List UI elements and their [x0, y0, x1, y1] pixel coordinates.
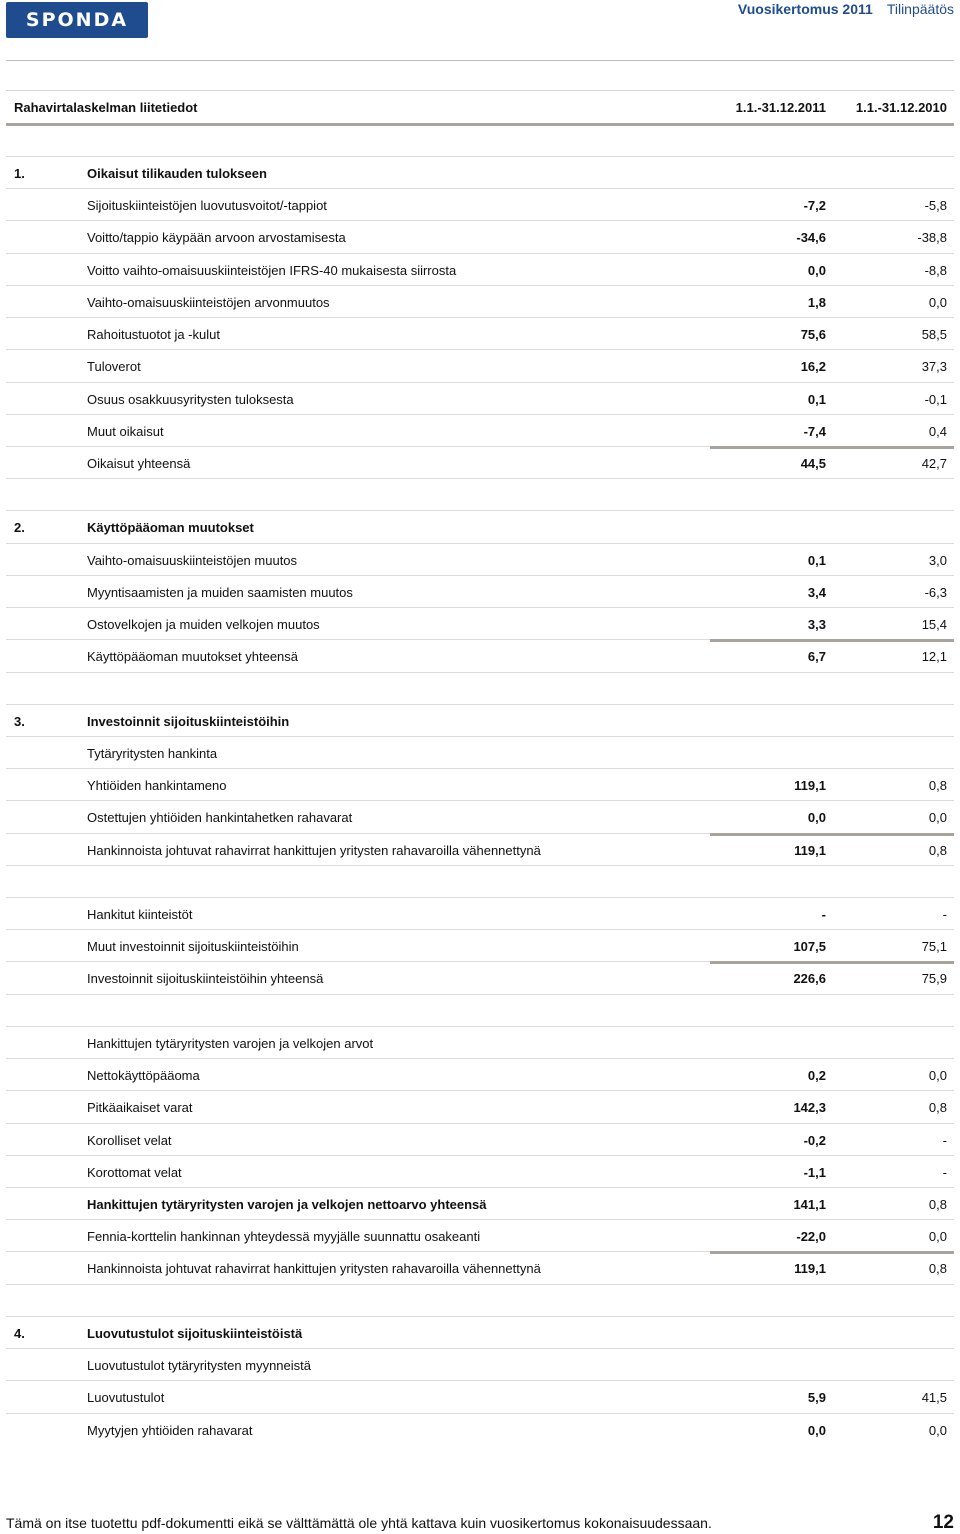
value-2011: -22,0	[796, 1229, 826, 1245]
value-2011: 107,5	[793, 939, 826, 955]
value-2010: 0,0	[928, 1229, 947, 1245]
value-2010: 0,8	[928, 778, 947, 794]
row-label: Luovutustulot	[87, 1390, 165, 1406]
row-label: Oikaisut tilikauden tulokseen	[87, 166, 267, 181]
value-2010: -6,3	[924, 584, 947, 600]
table-row	[6, 1251, 954, 1283]
table-row	[6, 768, 954, 800]
value-2010: 0,0	[928, 810, 947, 826]
value-2011: 3,4	[807, 584, 826, 600]
table-row	[6, 220, 954, 252]
table-row	[6, 1155, 954, 1187]
value-2011: -7,4	[803, 423, 826, 439]
row-label: Käyttöpääoman muutokset yhteensä	[87, 649, 299, 665]
table-caption	[6, 90, 954, 126]
row-number: 3.	[14, 713, 25, 729]
value-2010: 0,4	[928, 423, 947, 439]
sponda-logo: SPONDA	[6, 2, 148, 38]
row-label: Osuus osakkuusyritysten tuloksesta	[87, 391, 294, 407]
row-label: Voitto vaihto-omaisuuskiinteistöjen IFRS-40 mukaisesta siirrosta	[87, 262, 457, 278]
table-title: Rahavirtalaskelman liitetiedot	[14, 100, 198, 115]
value-2011: 6,7	[807, 649, 826, 665]
table-row	[6, 833, 954, 865]
value-2010: 15,4	[921, 617, 947, 633]
value-2011: 5,9	[807, 1390, 826, 1406]
section-heading-row	[6, 1316, 954, 1348]
section-heading-row	[6, 156, 954, 188]
row-label: Sijoituskiinteistöjen luovutusvoitot/-tappiot	[87, 198, 327, 214]
value-2011: 119,1	[794, 778, 826, 794]
row-label: Voitto/tappio käypään arvoon arvostamisesta	[87, 230, 346, 246]
section-heading-row	[6, 704, 954, 736]
row-label: Hankittujen tytäryritysten varojen ja velkojen nettoarvo yhteensä	[87, 1197, 487, 1212]
value-2010: 41,5	[921, 1390, 947, 1406]
value-2010: 0,0	[928, 1068, 947, 1084]
value-2010: -38,8	[917, 230, 947, 246]
value-2010: 75,9	[921, 971, 947, 987]
table-row	[6, 1058, 954, 1090]
value-2010: -	[942, 907, 947, 923]
value-2010: 0,0	[928, 294, 947, 310]
row-label: Myytyjen yhtiöiden rahavarat	[87, 1422, 253, 1438]
cash-flow-notes-table	[6, 156, 954, 1445]
value-2010: 0,8	[928, 1261, 947, 1277]
table-row	[6, 897, 954, 929]
table-row	[6, 929, 954, 961]
spacer-row	[6, 994, 954, 1026]
row-label: Korolliset velat	[87, 1132, 172, 1148]
row-label: Vaihto-omaisuuskiinteistöjen arvonmuutos	[87, 294, 330, 310]
header-divider	[6, 60, 954, 61]
value-2011: 226,6	[793, 971, 826, 987]
table-row	[6, 607, 954, 639]
row-label: Luovutustulot sijoituskiinteistöistä	[87, 1325, 303, 1341]
table-row	[6, 1413, 954, 1445]
row-label: Ostettujen yhtiöiden hankintahetken rahavarat	[87, 810, 353, 826]
value-2010: -	[942, 1132, 947, 1148]
row-label: Fennia-korttelin hankinnan yhteydessä myyjälle suunnattu osakeanti	[87, 1229, 481, 1245]
table-row	[6, 1380, 954, 1412]
row-label: Investoinnit sijoituskiinteistöihin	[87, 713, 290, 729]
table-row	[6, 414, 954, 446]
table-row	[6, 1123, 954, 1155]
row-label: Hankinnoista johtuvat rahavirrat hankittujen yritysten rahavaroilla vähennettynä	[87, 842, 541, 858]
table-row	[6, 800, 954, 832]
value-2010: 12,1	[921, 649, 947, 665]
footer-disclaimer: Tämä on itse tuotettu pdf-dokumentti eikä se välttämättä ole yhtä kattava kuin vuosikertomus kokonaisuudessaan.	[6, 1515, 712, 1531]
table-row	[6, 317, 954, 349]
table-row	[6, 575, 954, 607]
value-2010: 42,7	[921, 455, 947, 471]
value-2011: 44,5	[800, 455, 826, 471]
spacer-row	[6, 1284, 954, 1316]
row-number: 4.	[14, 1325, 25, 1341]
row-label: Oikaisut yhteensä	[87, 455, 191, 471]
table-row	[6, 285, 954, 317]
row-label: Rahoitustuotot ja -kulut	[87, 327, 220, 343]
value-2011: 0,0	[807, 1422, 826, 1438]
row-label: Hankinnoista johtuvat rahavirrat hankittujen yritysten rahavaroilla vähennettynä	[87, 1261, 541, 1277]
value-2011: 142,3	[793, 1100, 826, 1116]
table-row	[6, 1219, 954, 1251]
table-row	[6, 382, 954, 414]
value-2010: 0,8	[928, 842, 947, 858]
value-2011: -0,2	[803, 1132, 826, 1148]
value-2011: -34,6	[796, 230, 826, 246]
value-2011: 0,0	[807, 262, 826, 278]
row-label: Tuloverot	[87, 359, 141, 375]
value-2011: 0,1	[807, 552, 826, 568]
row-label: Muut investoinnit sijoituskiinteistöihin	[87, 939, 299, 955]
row-label: Hankittujen tytäryritysten varojen ja velkojen arvot	[87, 1035, 374, 1051]
table-row	[6, 961, 954, 993]
value-2011: 75,6	[800, 327, 826, 343]
spacer-row	[6, 672, 954, 704]
value-2010: 58,5	[921, 327, 947, 343]
value-2010: 37,3	[921, 359, 947, 375]
value-2010: 75,1	[921, 939, 947, 955]
value-2011: 119,1	[794, 1261, 826, 1277]
value-2011: 1,8	[807, 294, 826, 310]
column-header-2010: 1.1.-31.12.2010	[855, 100, 947, 115]
spacer-row	[6, 478, 954, 510]
table-row	[6, 1187, 954, 1219]
table-row	[6, 736, 954, 768]
row-label: Pitkäaikaiset varat	[87, 1100, 193, 1116]
table-row	[6, 543, 954, 575]
row-label: Investoinnit sijoituskiinteistöihin yhteensä	[87, 971, 324, 987]
report-header	[738, 1, 954, 17]
section-title[interactable]: Tilinpäätös	[886, 1, 954, 17]
value-2011: 0,1	[807, 391, 826, 407]
report-title[interactable]: Vuosikertomus 2011	[737, 1, 873, 17]
value-2010: -	[942, 1164, 947, 1180]
row-label: Nettokäyttöpääoma	[87, 1068, 200, 1084]
row-label: Tytäryritysten hankinta	[87, 745, 218, 761]
table-row	[6, 349, 954, 381]
row-label: Käyttöpääoman muutokset	[87, 520, 254, 536]
table-row	[6, 1348, 954, 1380]
column-header-2011: 1.1.-31.12.2011	[735, 100, 826, 115]
table-row	[6, 446, 954, 478]
table-row	[6, 639, 954, 671]
page-number: 12	[932, 1512, 954, 1533]
value-2010: -0,1	[924, 391, 947, 407]
section-heading-row	[6, 510, 954, 542]
value-2011: 0,0	[807, 810, 826, 826]
value-2010: 3,0	[928, 552, 947, 568]
row-number: 1.	[14, 166, 25, 181]
row-label: Muut oikaisut	[87, 423, 164, 439]
value-2010: 0,0	[928, 1422, 947, 1438]
row-label: Hankitut kiinteistöt	[87, 907, 193, 923]
row-label: Yhtiöiden hankintameno	[87, 778, 227, 794]
table-row	[6, 1026, 954, 1058]
row-number: 2.	[14, 520, 25, 536]
row-label: Korottomat velat	[87, 1164, 182, 1180]
value-2011: 119,1	[794, 842, 826, 858]
spacer-row	[6, 865, 954, 897]
table-row	[6, 1090, 954, 1122]
value-2010: -8,8	[924, 262, 947, 278]
value-2011: 3,3	[807, 617, 826, 633]
value-2011: -7,2	[803, 198, 826, 214]
value-2010: -5,8	[924, 198, 947, 214]
value-2010: 0,8	[928, 1197, 947, 1212]
value-2011: -1,1	[803, 1164, 826, 1180]
value-2011: -	[821, 907, 826, 923]
value-2010: 0,8	[928, 1100, 947, 1116]
row-label: Myyntisaamisten ja muiden saamisten muutos	[87, 584, 353, 600]
value-2011: 0,2	[807, 1068, 826, 1084]
value-2011: 16,2	[800, 359, 826, 375]
table-row	[6, 188, 954, 220]
table-row	[6, 253, 954, 285]
row-label: Luovutustulot tytäryritysten myynneistä	[87, 1358, 311, 1374]
row-label: Vaihto-omaisuuskiinteistöjen muutos	[87, 552, 298, 568]
value-2011: 141,1	[793, 1197, 826, 1212]
row-label: Ostovelkojen ja muiden velkojen muutos	[87, 617, 320, 633]
